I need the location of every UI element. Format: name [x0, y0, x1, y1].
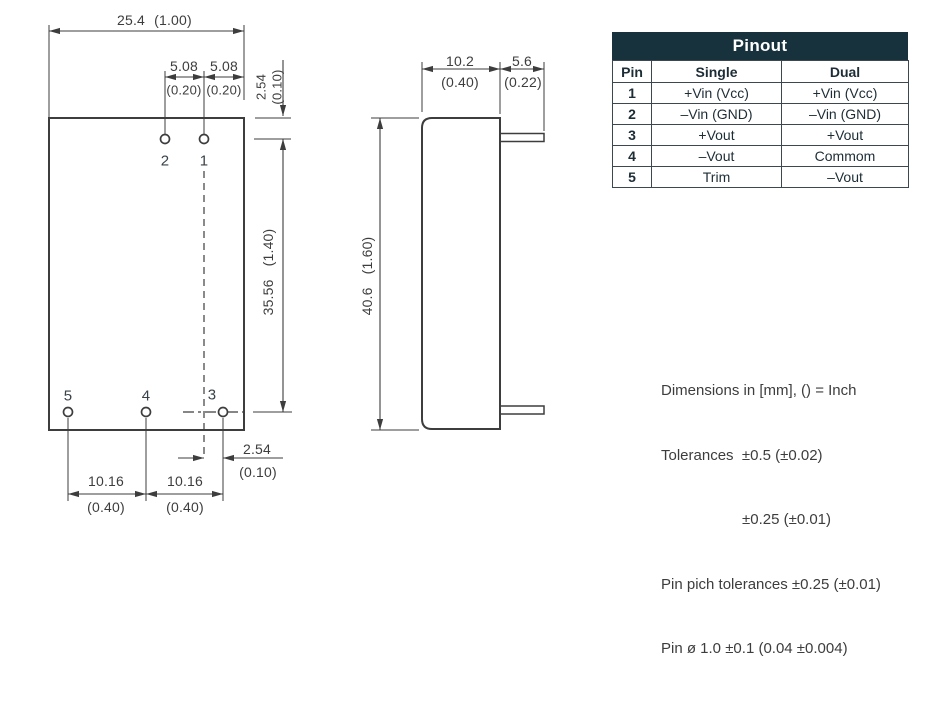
- front-pin-span-label: [261, 229, 275, 316]
- note-pin-pitch-tolerance: Pin pich tolerances ±0.25 (±0.01): [661, 575, 881, 593]
- pin-number-1: 1: [199, 152, 209, 170]
- pin-number-3: 3: [207, 386, 217, 404]
- pinout-cell-dual: +Vin (Vcc): [782, 83, 909, 104]
- pin-number-4: 4: [141, 387, 151, 405]
- note-tolerance-2: ±0.25 (±0.01): [742, 511, 832, 528]
- pinout-row-1: [613, 83, 909, 104]
- pinout-cell-single: +Vout: [652, 125, 782, 146]
- front-width-mm-label: 25.4: [116, 12, 146, 28]
- pinout-row-3: [613, 125, 909, 146]
- pinout-table: [612, 60, 909, 188]
- note-units: Dimensions in [mm], () = Inch: [661, 382, 857, 399]
- front-pitch-top-right-inch-label: (0.20): [206, 82, 242, 98]
- dimension-notes: [661, 337, 923, 703]
- pin-hole-5: [64, 408, 73, 417]
- side-pin-length-mm-label: 5.6: [511, 53, 533, 69]
- pin-hole-2: [161, 135, 170, 144]
- front-pin-span-inch-label: (1.40): [260, 228, 276, 267]
- pinout-col-dual: Dual: [782, 61, 909, 83]
- pinout-cell-pin: 5: [613, 167, 652, 188]
- pinout-cell-single: +Vin (Vcc): [652, 83, 782, 104]
- front-pitch-top-left-inch-label: (0.20): [166, 82, 202, 98]
- pinout-cell-dual: Commom: [782, 146, 909, 167]
- front-pitch-top-right-mm-label: 5.08: [209, 58, 239, 74]
- side-view: [371, 62, 544, 430]
- pinout-cell-pin: 1: [613, 83, 652, 104]
- front-pitch-top-left-mm-label: 5.08: [169, 58, 199, 74]
- front-top-offset-mm-label: 2.54: [253, 73, 269, 101]
- front-top-offset-inch-label: (0.10): [269, 69, 285, 105]
- side-height-mm-label: 40.6: [359, 287, 375, 316]
- side-body-outline: [422, 118, 500, 429]
- pinout-row-4: [613, 146, 909, 167]
- front-body-outline: [49, 118, 244, 430]
- pinout-cell-pin: 3: [613, 125, 652, 146]
- pinout-cell-single: –Vout: [652, 146, 782, 167]
- pinout-cell-dual: –Vin (GND): [782, 104, 909, 125]
- pin-hole-1: [200, 135, 209, 144]
- pinout-row-5: [613, 167, 909, 188]
- pinout-table-title: Pinout: [612, 32, 908, 60]
- front-pitch-bottom-left-mm-label: 10.16: [87, 473, 125, 489]
- front-pitch-bottom-right-mm-label: 10.16: [166, 473, 204, 489]
- side-height-inch-label: (1.60): [359, 236, 375, 275]
- front-width-inch-label: (1.00): [154, 12, 192, 28]
- side-height-label: [360, 237, 374, 316]
- front-pin-span-mm-label: 35.56: [260, 279, 276, 316]
- note-pin-diameter: Pin ø 1.0 ±0.1 (0.04 ±0.004): [661, 640, 848, 657]
- pinout-col-single: Single: [652, 61, 782, 83]
- pinout-table-container: [612, 32, 908, 188]
- front-pitch-bottom-left-inch-label: (0.40): [87, 499, 125, 515]
- pinout-header-row: [613, 61, 909, 83]
- pin-number-2: 2: [160, 152, 170, 170]
- side-depth-inch-label: (0.40): [441, 74, 479, 90]
- pin-hole-4: [142, 408, 151, 417]
- pinout-cell-pin: 4: [613, 146, 652, 167]
- front-bottom-offset-inch-label: (0.10): [239, 464, 277, 480]
- side-pin-top: [500, 134, 544, 142]
- side-pin-bottom: [500, 406, 544, 414]
- front-bottom-offset-mm-label: 2.54: [242, 441, 272, 457]
- pin-number-5: 5: [63, 387, 73, 405]
- pinout-cell-dual: –Vout: [782, 167, 909, 188]
- side-pin-length-inch-label: (0.22): [504, 74, 542, 90]
- pinout-col-pin: Pin: [613, 61, 652, 83]
- side-depth-mm-label: 10.2: [445, 53, 475, 69]
- pinout-row-2: [613, 104, 909, 125]
- note-tolerance-1: Tolerances ±0.5 (±0.02): [661, 446, 823, 464]
- pinout-cell-single: –Vin (GND): [652, 104, 782, 125]
- front-pitch-bottom-right-inch-label: (0.40): [166, 499, 204, 515]
- pinout-cell-dual: +Vout: [782, 125, 909, 146]
- pin-hole-3: [219, 408, 228, 417]
- pinout-cell-pin: 2: [613, 104, 652, 125]
- pinout-cell-single: Trim: [652, 167, 782, 188]
